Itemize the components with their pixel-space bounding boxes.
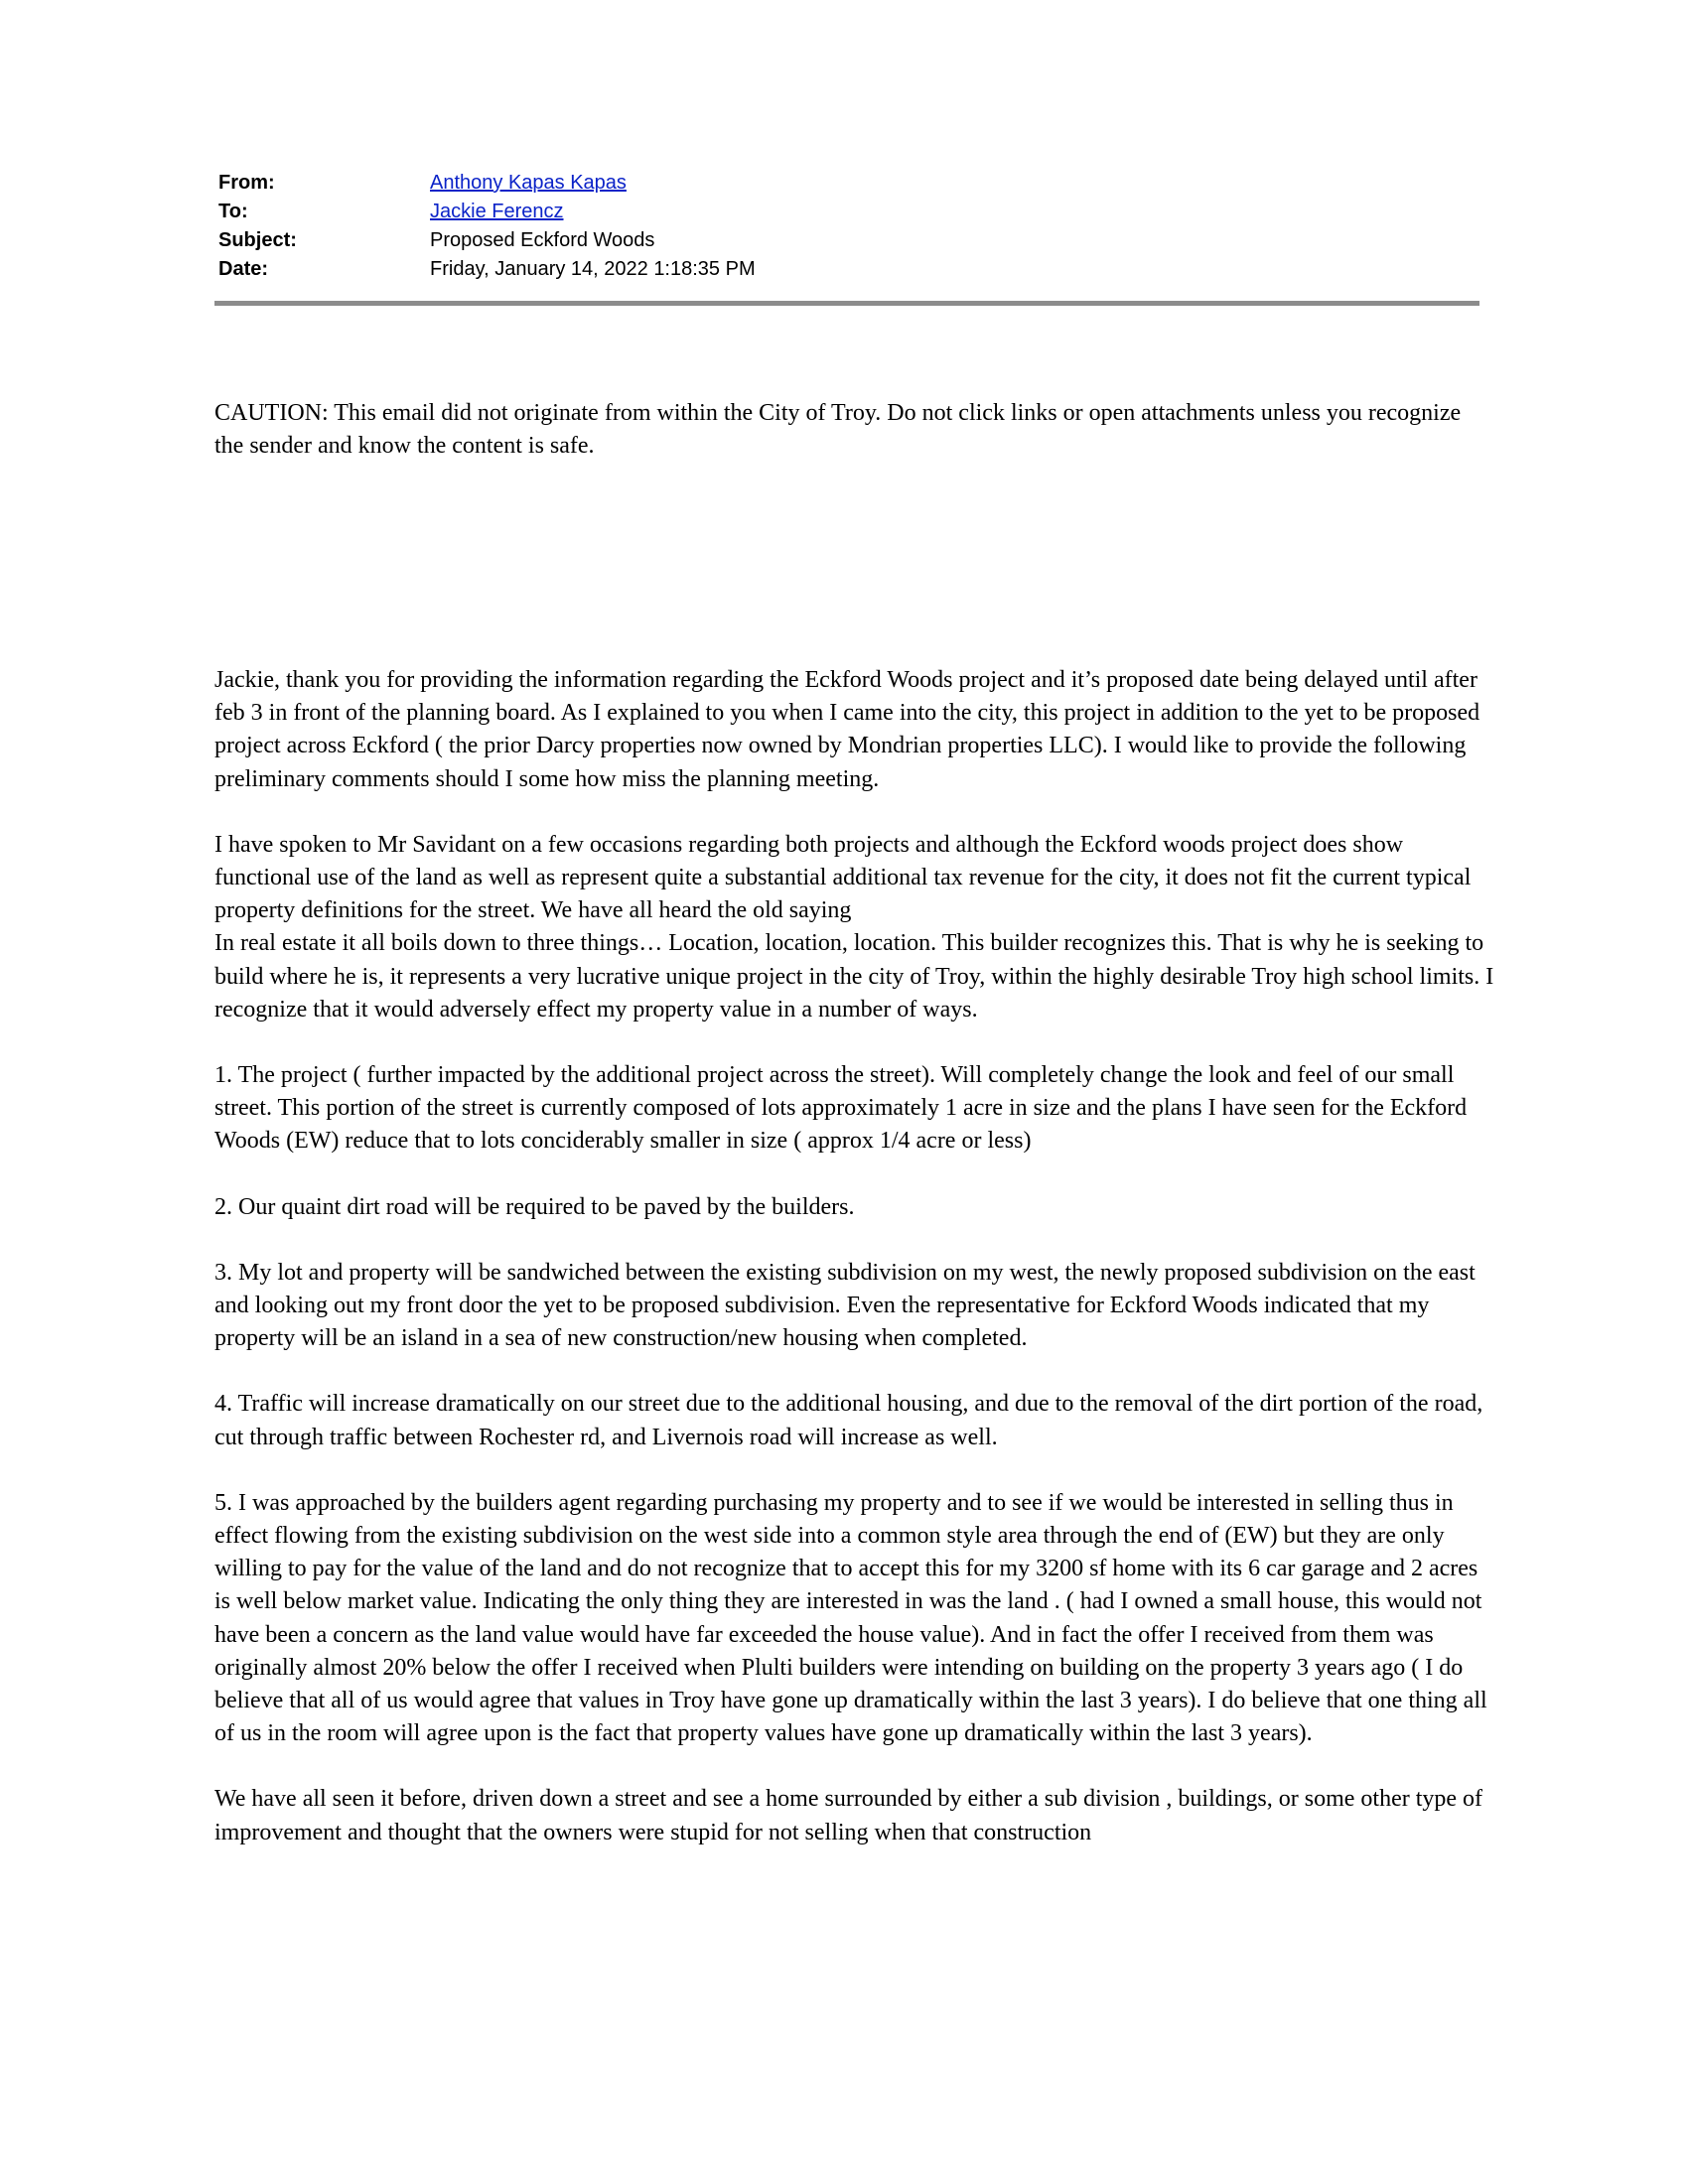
subject-value: Proposed Eckford Woods [430, 229, 655, 251]
header-divider [214, 301, 1479, 306]
email-header [218, 169, 1479, 284]
body-paragraph-location: In real estate it all boils down to three things… Location, location, location. This builder recognizes this. That is why he is seeking to build where he is, it represents a very lucrative unique project in the city of Troy, within the highly desirable Troy high school limits. I recognize that it would adversely effect my property value in a number of ways. [214, 930, 1494, 1023]
from-link[interactable]: Anthony Kapas Kapas [430, 172, 627, 194]
body-paragraph-closing: We have all seen it before, driven down a street and see a home surrounded by either a sub division , buildings, or some other type of improvement and thought that the owners were stupid for not selling when that construction [214, 1786, 1483, 1845]
body-paragraph-intro: Jackie, thank you for providing the information regarding the Eckford Woods project and it’s proposed date being delayed until after feb 3 in front of the planning board. As I explained to you when I came into the city, this project in addition to the yet to be proposed project across Eckford ( the prior Darcy properties now owned by Mondrian properties LLC). I would like to provide the following preliminary comments should I some how miss the planning meeting. [214, 667, 1480, 792]
body-paragraph-savidant: I have spoken to Mr Savidant on a few occasions regarding both projects and although the Eckford woods project does show functional use of the land as well as represent quite a substantial additional tax revenue for the city, it does not fit the current typical property definitions for the street. We have all heard the old saying [214, 831, 1472, 924]
to-link[interactable]: Jackie Ferencz [430, 201, 564, 222]
body-paragraph-point-2: 2. Our quaint dirt road will be required to be paved by the builders. [214, 1193, 855, 1220]
to-label: To: [218, 201, 248, 222]
date-label: Date: [218, 258, 269, 280]
body-paragraph-point-3: 3. My lot and property will be sandwiched between the existing subdivision on my west, the newly proposed subdivision on the east and looking out my front door the yet to be proposed subdivision. Even the representative for Eckford Woods indicated that my property will be an island in a sea of new construction/new housing when completed. [214, 1259, 1476, 1352]
to-row [218, 198, 1479, 226]
date-row [218, 255, 1479, 284]
body-paragraph-point-4: 4. Traffic will increase dramatically on our street due to the additional housing, and due to the removal of the dirt portion of the road, cut through traffic between Rochester rd, and Livernois road will increase as well. [214, 1391, 1483, 1450]
caution-text: CAUTION: This email did not originate from within the City of Troy. Do not click links or open attachments unless you recognize the sender and know the content is safe. [214, 400, 1462, 460]
from-label: From: [218, 172, 275, 194]
email-body [214, 664, 1495, 1882]
body-paragraph-point-1: 1. The project ( further impacted by the additional project across the street). Will completely change the look and feel of our small street. This portion of the street is currently composed of lots approximately 1 acre in size and the plans I have seen for the Eckford Woods (EW) reduce that to lots conciderably smaller in size ( approx 1/4 acre or less) [214, 1062, 1468, 1155]
subject-row [218, 226, 1479, 255]
body-paragraph-point-5: 5. I was approached by the builders agent regarding purchasing my property and to see if we would be interested in selling thus in effect flowing from the existing subdivision on the west side into a common style area through the end of (EW) but they are only willing to pay for the value of the land and do not recognize that to accept this for my 3200 sf home with its 6 car garage and 2 acres is well below market value. Indicating the only thing they are interested in was the land . ( had I owned a small house, this would not have been a concern as the land value would have far exceeded the house value). And in fact the offer I received from them was originally almost 20% below the offer I received when Plulti builders were intending on building on the property 3 years ago ( I do believe that all of us would agree that values in Troy have gone up dramatically within the last 3 years). I do believe that one thing all of us in the room will agree upon is the fact that property values have gone up dramatically within the last 3 years). [214, 1489, 1487, 1747]
date-value: Friday, January 14, 2022 1:18:35 PM [430, 258, 756, 280]
caution-notice [214, 397, 1495, 463]
from-row [218, 169, 1479, 198]
subject-label: Subject: [218, 229, 297, 251]
